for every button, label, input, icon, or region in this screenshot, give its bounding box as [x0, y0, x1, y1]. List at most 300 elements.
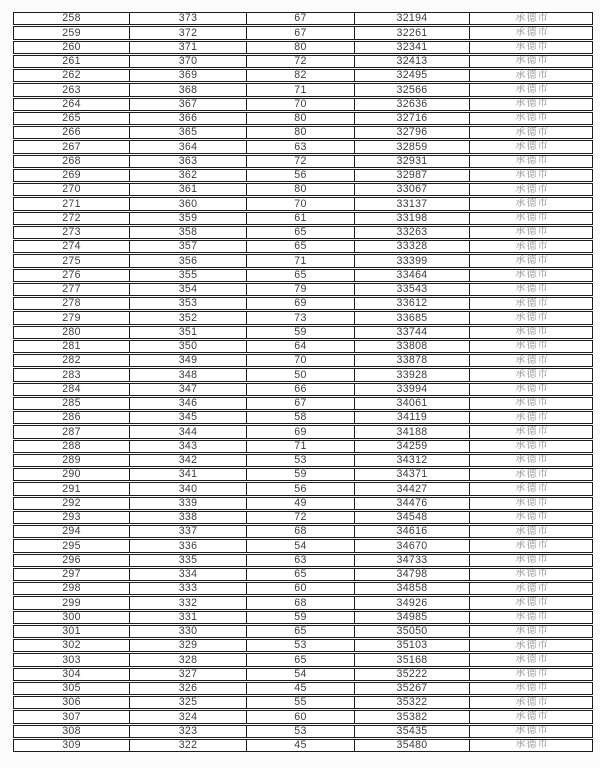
- cell-serial: 291: [62, 483, 81, 495]
- table-row: [13, 440, 593, 453]
- cell-serial: 283: [62, 369, 81, 381]
- cell-score: 369: [129, 70, 246, 81]
- cell-city: 承德市: [469, 270, 594, 281]
- cell-score: 345: [129, 412, 246, 423]
- cell-city: 承德市: [469, 740, 594, 751]
- cell-serial: 285: [62, 397, 81, 409]
- cell-cumulative: 34061: [354, 398, 469, 409]
- table-row: [13, 739, 593, 752]
- cell-cumulative: 33685: [354, 312, 469, 323]
- cell-score: 327: [129, 669, 246, 680]
- table-row: [13, 112, 593, 125]
- cell-city: 承德市: [469, 426, 594, 437]
- cell-cumulative: 33399: [354, 255, 469, 266]
- table-row: [13, 169, 593, 182]
- cell-count: 54: [246, 669, 354, 680]
- cell-serial: 276: [62, 269, 81, 281]
- cell-count: 58: [246, 412, 354, 423]
- cell-cumulative: 35382: [354, 711, 469, 722]
- cell-count: 56: [246, 483, 354, 494]
- table-row: [13, 425, 593, 438]
- cell-score: 335: [129, 555, 246, 566]
- cell-score: 371: [129, 42, 246, 53]
- cell-score: 344: [129, 426, 246, 437]
- cell-cumulative: 33263: [354, 227, 469, 238]
- cell-city: 承德市: [469, 683, 594, 694]
- cell-cumulative: 34798: [354, 569, 469, 580]
- cell-score: 339: [129, 498, 246, 509]
- cell-city: 承德市: [469, 669, 594, 680]
- cell-count: 63: [246, 141, 354, 152]
- cell-city: 承德市: [469, 654, 594, 665]
- cell-count: 56: [246, 170, 354, 181]
- cell-serial: 301: [62, 625, 81, 637]
- cell-score: 333: [129, 583, 246, 594]
- cell-city: 承德市: [469, 127, 594, 138]
- table-row: [13, 55, 593, 68]
- cell-city: 承德市: [469, 84, 594, 95]
- cell-cumulative: 32931: [354, 156, 469, 167]
- cell-cumulative: 33928: [354, 369, 469, 380]
- cell-city: 承德市: [469, 398, 594, 409]
- cell-cumulative: 32341: [354, 42, 469, 53]
- cell-count: 53: [246, 640, 354, 651]
- cell-serial: 260: [62, 41, 81, 53]
- cell-score: 356: [129, 255, 246, 266]
- cell-serial: 288: [62, 440, 81, 452]
- cell-serial: 287: [62, 426, 81, 438]
- table-row: [13, 197, 593, 210]
- cell-serial: 302: [62, 640, 81, 652]
- table-row: [13, 511, 593, 524]
- cell-score: 329: [129, 640, 246, 651]
- cell-count: 65: [246, 654, 354, 665]
- cell-city: 承德市: [469, 597, 594, 608]
- cell-count: 79: [246, 284, 354, 295]
- cell-serial: 274: [62, 241, 81, 253]
- cell-count: 60: [246, 583, 354, 594]
- table-row: [13, 554, 593, 567]
- cell-score: 352: [129, 312, 246, 323]
- cell-score: 364: [129, 141, 246, 152]
- cell-score: 362: [129, 170, 246, 181]
- cell-city: 承德市: [469, 612, 594, 623]
- cell-serial: 303: [62, 654, 81, 666]
- cell-score: 336: [129, 540, 246, 551]
- cell-count: 45: [246, 740, 354, 751]
- cell-cumulative: 33328: [354, 241, 469, 252]
- cell-score: 334: [129, 569, 246, 580]
- cell-score: 337: [129, 526, 246, 537]
- cell-serial: 305: [62, 682, 81, 694]
- cell-count: 68: [246, 597, 354, 608]
- cell-cumulative: 34371: [354, 469, 469, 480]
- cell-score: 353: [129, 298, 246, 309]
- cell-cumulative: 34188: [354, 426, 469, 437]
- cell-count: 53: [246, 726, 354, 737]
- table-row: [13, 682, 593, 695]
- cell-city: 承德市: [469, 198, 594, 209]
- cell-count: 82: [246, 70, 354, 81]
- cell-serial: 263: [62, 84, 81, 96]
- cell-count: 70: [246, 355, 354, 366]
- cell-score: 338: [129, 512, 246, 523]
- cell-count: 70: [246, 198, 354, 209]
- cell-count: 45: [246, 683, 354, 694]
- cell-serial: 266: [62, 127, 81, 139]
- cell-score: 331: [129, 612, 246, 623]
- cell-city: 承德市: [469, 170, 594, 181]
- cell-count: 73: [246, 312, 354, 323]
- cell-cumulative: 34926: [354, 597, 469, 608]
- cell-score: 366: [129, 113, 246, 124]
- cell-cumulative: 32495: [354, 70, 469, 81]
- cell-cumulative: 32261: [354, 27, 469, 38]
- table-row: [13, 625, 593, 638]
- cell-cumulative: 32987: [354, 170, 469, 181]
- cell-cumulative: 33878: [354, 355, 469, 366]
- table-row: [13, 283, 593, 296]
- cell-city: 承德市: [469, 141, 594, 152]
- cell-city: 承德市: [469, 341, 594, 352]
- cell-count: 55: [246, 697, 354, 708]
- cell-cumulative: 32566: [354, 84, 469, 95]
- cell-serial: 280: [62, 326, 81, 338]
- table-row: [13, 639, 593, 652]
- cell-score: 372: [129, 27, 246, 38]
- table-row: [13, 297, 593, 310]
- cell-cumulative: 35103: [354, 640, 469, 651]
- cell-score: 343: [129, 441, 246, 452]
- cell-cumulative: 35322: [354, 697, 469, 708]
- table-row: [13, 725, 593, 738]
- cell-count: 67: [246, 13, 354, 24]
- cell-serial: 296: [62, 554, 81, 566]
- cell-count: 63: [246, 555, 354, 566]
- cell-city: 承德市: [469, 298, 594, 309]
- cell-city: 承德市: [469, 412, 594, 423]
- cell-count: 59: [246, 469, 354, 480]
- cell-serial: 268: [62, 155, 81, 167]
- table-row: [13, 140, 593, 153]
- cell-cumulative: 34427: [354, 483, 469, 494]
- cell-city: 承德市: [469, 483, 594, 494]
- table-row: [13, 212, 593, 225]
- cell-score: 363: [129, 156, 246, 167]
- cell-city: 承德市: [469, 526, 594, 537]
- cell-count: 49: [246, 498, 354, 509]
- cell-cumulative: 32194: [354, 13, 469, 24]
- cell-score: 367: [129, 99, 246, 110]
- cell-cumulative: 34476: [354, 498, 469, 509]
- cell-serial: 277: [62, 283, 81, 295]
- cell-score: 348: [129, 369, 246, 380]
- table-row: [13, 383, 593, 396]
- cell-cumulative: 35222: [354, 669, 469, 680]
- cell-score: 330: [129, 626, 246, 637]
- cell-city: 承德市: [469, 327, 594, 338]
- cell-score: 373: [129, 13, 246, 24]
- cell-score: 323: [129, 726, 246, 737]
- cell-serial: 308: [62, 725, 81, 737]
- cell-cumulative: 32636: [354, 99, 469, 110]
- cell-cumulative: 34670: [354, 540, 469, 551]
- cell-serial: 306: [62, 697, 81, 709]
- cell-city: 承德市: [469, 640, 594, 651]
- cell-score: 346: [129, 398, 246, 409]
- table-row: [13, 653, 593, 666]
- cell-city: 承德市: [469, 42, 594, 53]
- cell-city: 承德市: [469, 255, 594, 266]
- table-row: [13, 226, 593, 239]
- cell-score: 341: [129, 469, 246, 480]
- cell-score: 358: [129, 227, 246, 238]
- cell-cumulative: 34616: [354, 526, 469, 537]
- cell-count: 64: [246, 341, 354, 352]
- cell-city: 承德市: [469, 99, 594, 110]
- table-row: [13, 340, 593, 353]
- cell-cumulative: 35435: [354, 726, 469, 737]
- cell-count: 80: [246, 127, 354, 138]
- cell-count: 59: [246, 327, 354, 338]
- cell-serial: 304: [62, 668, 81, 680]
- cell-count: 80: [246, 113, 354, 124]
- score-table: [13, 12, 593, 752]
- cell-score: 361: [129, 184, 246, 195]
- cell-score: 347: [129, 384, 246, 395]
- cell-city: 承德市: [469, 626, 594, 637]
- cell-serial: 289: [62, 454, 81, 466]
- cell-serial: 286: [62, 412, 81, 424]
- cell-city: 承德市: [469, 13, 594, 24]
- cell-cumulative: 32796: [354, 127, 469, 138]
- cell-city: 承德市: [469, 241, 594, 252]
- cell-cumulative: 33137: [354, 198, 469, 209]
- cell-serial: 282: [62, 355, 81, 367]
- cell-serial: 271: [62, 198, 81, 210]
- table-row: [13, 468, 593, 481]
- cell-city: 承德市: [469, 498, 594, 509]
- cell-city: 承德市: [469, 441, 594, 452]
- cell-serial: 272: [62, 212, 81, 224]
- cell-serial: 281: [62, 340, 81, 352]
- cell-count: 72: [246, 156, 354, 167]
- cell-score: 350: [129, 341, 246, 352]
- table-row: [13, 155, 593, 168]
- cell-serial: 284: [62, 383, 81, 395]
- cell-cumulative: 34548: [354, 512, 469, 523]
- cell-count: 59: [246, 612, 354, 623]
- cell-score: 365: [129, 127, 246, 138]
- table-row: [13, 254, 593, 267]
- cell-count: 53: [246, 455, 354, 466]
- cell-city: 承德市: [469, 455, 594, 466]
- cell-count: 65: [246, 569, 354, 580]
- cell-city: 承德市: [469, 56, 594, 67]
- cell-score: 368: [129, 84, 246, 95]
- cell-city: 承德市: [469, 512, 594, 523]
- table-row: [13, 240, 593, 253]
- cell-serial: 299: [62, 597, 81, 609]
- cell-serial: 275: [62, 255, 81, 267]
- cell-city: 承德市: [469, 284, 594, 295]
- table-row: [13, 539, 593, 552]
- cell-cumulative: 35168: [354, 654, 469, 665]
- table-row: [13, 368, 593, 381]
- table-row: [13, 326, 593, 339]
- cell-cumulative: 34259: [354, 441, 469, 452]
- cell-serial: 307: [62, 711, 81, 723]
- cell-count: 80: [246, 184, 354, 195]
- cell-serial: 290: [62, 469, 81, 481]
- cell-count: 60: [246, 711, 354, 722]
- cell-count: 71: [246, 441, 354, 452]
- cell-count: 72: [246, 512, 354, 523]
- cell-cumulative: 32716: [354, 113, 469, 124]
- cell-city: 承德市: [469, 184, 594, 195]
- cell-serial: 298: [62, 583, 81, 595]
- cell-count: 65: [246, 270, 354, 281]
- cell-serial: 294: [62, 526, 81, 538]
- cell-score: 349: [129, 355, 246, 366]
- cell-city: 承德市: [469, 227, 594, 238]
- table-row: [13, 98, 593, 111]
- cell-count: 70: [246, 99, 354, 110]
- cell-cumulative: 35480: [354, 740, 469, 751]
- cell-city: 承德市: [469, 726, 594, 737]
- cell-count: 65: [246, 241, 354, 252]
- cell-count: 65: [246, 626, 354, 637]
- table-row: [13, 668, 593, 681]
- table-row: [13, 696, 593, 709]
- table-row: [13, 525, 593, 538]
- cell-serial: 295: [62, 540, 81, 552]
- cell-serial: 279: [62, 312, 81, 324]
- cell-count: 61: [246, 213, 354, 224]
- cell-serial: 309: [62, 739, 81, 751]
- cell-score: 324: [129, 711, 246, 722]
- cell-serial: 262: [62, 70, 81, 82]
- cell-serial: 269: [62, 169, 81, 181]
- cell-cumulative: 32413: [354, 56, 469, 67]
- cell-cumulative: 34985: [354, 612, 469, 623]
- cell-serial: 278: [62, 298, 81, 310]
- table-row: [13, 497, 593, 510]
- cell-city: 承德市: [469, 569, 594, 580]
- cell-count: 69: [246, 298, 354, 309]
- cell-cumulative: 34733: [354, 555, 469, 566]
- cell-count: 68: [246, 526, 354, 537]
- cell-city: 承德市: [469, 355, 594, 366]
- table-row: [13, 83, 593, 96]
- cell-cumulative: 32859: [354, 141, 469, 152]
- cell-cumulative: 34119: [354, 412, 469, 423]
- cell-score: 355: [129, 270, 246, 281]
- cell-city: 承德市: [469, 555, 594, 566]
- cell-serial: 270: [62, 184, 81, 196]
- cell-serial: 264: [62, 98, 81, 110]
- table-row: [13, 26, 593, 39]
- cell-score: 326: [129, 683, 246, 694]
- cell-cumulative: 33808: [354, 341, 469, 352]
- table-row: [13, 454, 593, 467]
- cell-city: 承德市: [469, 697, 594, 708]
- cell-score: 322: [129, 740, 246, 751]
- cell-count: 54: [246, 540, 354, 551]
- cell-cumulative: 33994: [354, 384, 469, 395]
- table-row: [13, 596, 593, 609]
- cell-serial: 297: [62, 568, 81, 580]
- cell-city: 承德市: [469, 711, 594, 722]
- cell-city: 承德市: [469, 369, 594, 380]
- table-row: [13, 354, 593, 367]
- cell-score: 342: [129, 455, 246, 466]
- cell-city: 承德市: [469, 156, 594, 167]
- cell-count: 66: [246, 384, 354, 395]
- cell-score: 357: [129, 241, 246, 252]
- cell-score: 354: [129, 284, 246, 295]
- table-row: [13, 411, 593, 424]
- cell-cumulative: 33612: [354, 298, 469, 309]
- cell-serial: 261: [62, 55, 81, 67]
- cell-city: 承德市: [469, 213, 594, 224]
- cell-cumulative: 35267: [354, 683, 469, 694]
- cell-count: 69: [246, 426, 354, 437]
- table-row: [13, 611, 593, 624]
- cell-city: 承德市: [469, 583, 594, 594]
- cell-score: 359: [129, 213, 246, 224]
- cell-cumulative: 33067: [354, 184, 469, 195]
- table-row: [13, 311, 593, 324]
- cell-city: 承德市: [469, 384, 594, 395]
- cell-cumulative: 33198: [354, 213, 469, 224]
- cell-score: 351: [129, 327, 246, 338]
- table-row: [13, 568, 593, 581]
- cell-serial: 258: [62, 13, 81, 25]
- cell-serial: 259: [62, 27, 81, 39]
- cell-serial: 265: [62, 112, 81, 124]
- cell-serial: 267: [62, 141, 81, 153]
- cell-city: 承德市: [469, 312, 594, 323]
- cell-city: 承德市: [469, 540, 594, 551]
- cell-count: 50: [246, 369, 354, 380]
- table-row: [13, 397, 593, 410]
- cell-cumulative: 34858: [354, 583, 469, 594]
- cell-cumulative: 33744: [354, 327, 469, 338]
- cell-count: 80: [246, 42, 354, 53]
- cell-city: 承德市: [469, 469, 594, 480]
- table-row: [13, 482, 593, 495]
- table-row: [13, 183, 593, 196]
- cell-count: 67: [246, 398, 354, 409]
- cell-score: 328: [129, 654, 246, 665]
- cell-serial: 293: [62, 511, 81, 523]
- table-row: [13, 710, 593, 723]
- table-row: [13, 69, 593, 82]
- cell-score: 332: [129, 597, 246, 608]
- cell-count: 67: [246, 27, 354, 38]
- cell-score: 325: [129, 697, 246, 708]
- table-row: [13, 582, 593, 595]
- cell-count: 71: [246, 255, 354, 266]
- table-row: [13, 41, 593, 54]
- cell-cumulative: 33464: [354, 270, 469, 281]
- cell-city: 承德市: [469, 113, 594, 124]
- cell-serial: 273: [62, 226, 81, 238]
- table-row: [13, 12, 593, 25]
- cell-cumulative: 33543: [354, 284, 469, 295]
- cell-city: 承德市: [469, 70, 594, 81]
